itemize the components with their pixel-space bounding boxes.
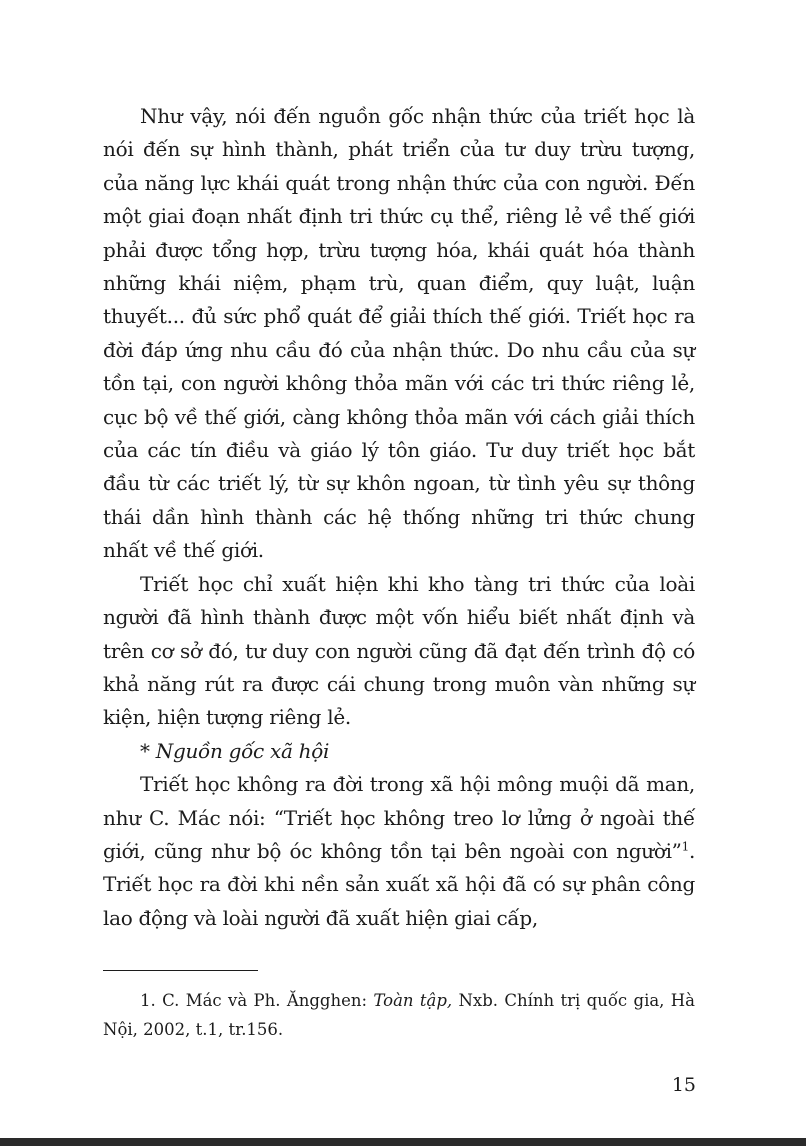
paragraph-text-before-footnote-ref: Triết học không ra đời trong xã hội mông muội dã man, như C. Mác nói: “Triết học không treo lơ lửng ở ngoài thế giới, cũng như bộ óc không tồn tại bên ngoài con người” [103,772,695,863]
footnote-separator [103,970,258,971]
section-heading-social-origin: * Nguồn gốc xã hội [140,738,330,763]
footnote-citation-prefix: 1. C. Mác và Ph. Ăngghen: [140,991,374,1010]
footnote-work-title: Toàn tập, [373,991,453,1010]
paragraph-cognitive-origin: Như vậy, nói đến nguồn gốc nhận thức của triết học là nói đến sự hình thành, phát triển của tư duy trừu tượng, của năng lực khái quát trong nhận thức của con người. Đến một giai đoạn nhất định tri thức cụ thể, riêng lẻ về thế giới phải được tổng hợp, trừu tượng hóa, khái quát hóa thành những khái niệm, phạm trù, quan điểm, quy luật, luận thuyết... đủ sức phổ quát để giải thích thế giới. Triết học ra đời đáp ứng nhu cầu đó của nhận thức. Do nhu cầu của sự tồn tại, con người không thỏa mãn với các tri thức riêng lẻ, cục bộ về thế giới, càng không thỏa mãn với cách giải thích của các tín điều và giáo lý tôn giáo. Tư duy triết học bắt đầu từ các triết lý, từ sự khôn ngoan, từ tình yêu sự thông thái dần hình thành các hệ thống những tri thức chung nhất về thế giới. [103,104,695,563]
paragraph-text-after-footnote-ref: . Triết học ra đời khi nền sản xuất xã hội đã có sự phân công lao động và loài người đã xuất hiện giai cấp, [103,838,695,930]
footnote [103,986,695,1044]
footnote-reference-mark: 1 [681,839,689,854]
paragraph-social-origin [103,768,695,935]
scan-bottom-edge [0,1138,806,1146]
page-number: 15 [671,1074,696,1096]
body-text [103,100,695,935]
footnote-citation-suffix: Nxb. Chính trị quốc gia, Hà Nội, 2002, t.1, tr.156. [103,991,695,1039]
paragraph-knowledge-conditions: Triết học chỉ xuất hiện khi kho tàng tri thức của loài người đã hình thành được một vốn hiểu biết nhất định và trên cơ sở đó, tư duy con người cũng đã đạt đến trình độ có khả năng rút ra được cái chung trong muôn vàn những sự kiện, hiện tượng riêng lẻ. [103,571,695,730]
